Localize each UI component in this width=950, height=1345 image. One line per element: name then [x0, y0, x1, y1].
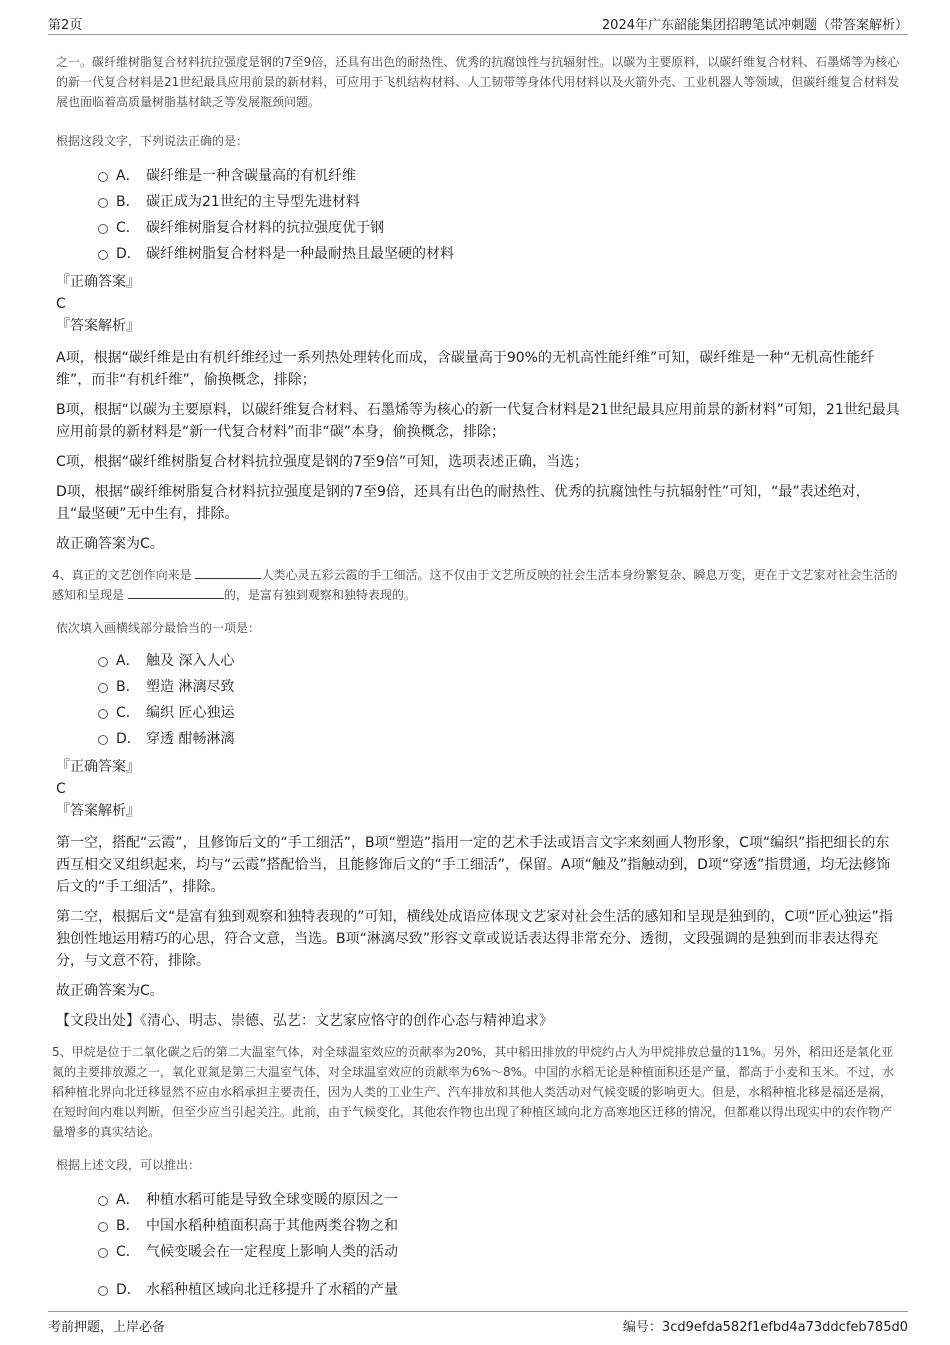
option-text: 气候变暖会在一定程度上影响人类的活动	[146, 1244, 398, 1260]
option-text: 碳纤维树脂复合材料是一种最耐热且最坚硬的材料	[146, 246, 454, 262]
q3-analysis-d: D项，根据“碳纤维树脂复合材料抗拉强度是钢的7至9倍，还具有出色的耐热性、优秀的抗腐蚀性与抗辐射性”可知，“最”表述绝对，且“最坚硬”无中生有，排除。	[56, 484, 870, 522]
option-text: 中国水稻种植面积高于其他两类谷物之和	[146, 1218, 398, 1234]
q3-analysis-heading: 『答案解析』	[56, 318, 140, 334]
option-label: A．	[116, 1192, 140, 1208]
q4-answer-heading: 『正确答案』	[56, 759, 140, 775]
radio-icon[interactable]	[98, 172, 108, 182]
q4-stem-part: 4、真正的文艺创作向来是	[52, 568, 192, 582]
q3-analysis-c: C项，根据“碳纤维树脂复合材料抗拉强度是钢的7至9倍”可知，选项表述正确，当选；	[56, 454, 589, 470]
document-code: 编号：3cd9efda582f1efbd4a73ddcfeb785d0	[622, 1320, 908, 1335]
q3-passage: 之一。碳纤维树脂复合材料抗拉强度是钢的7至9倍，还具有出色的耐热性、优秀的抗腐蚀性与抗辐射性。以碳为主要原料，以碳纤维复合材料、石墨烯等为核心的新一代复合材料是21世纪最具应用前景的新材料，可应用于飞机结构材料、人工韧带等身体代用材料以及火箭外壳、工业机器人等领域，但碳纤维复合材料发展也面临着高质量树脂基材缺乏等发展瓶颈问题。	[56, 55, 900, 109]
option-label: B．	[116, 1218, 140, 1234]
option-label: D．	[116, 246, 141, 262]
q3-answer: C	[56, 296, 66, 312]
option-label: D．	[116, 731, 141, 747]
option-label: A．	[116, 653, 140, 669]
q4-source: 【文段出处】《清心、明志、崇德、弘艺：文艺家应恪守的创作心态与精神追求》	[56, 1013, 553, 1029]
option-label: D．	[116, 1282, 141, 1298]
option-label: C．	[116, 1244, 140, 1260]
option-label: C．	[116, 705, 140, 721]
radio-icon[interactable]	[98, 683, 108, 693]
q4-analysis-2: 第二空，根据后文“是富有独到观察和独特表现的”可知，横线处成语应体现文艺家对社会生活的感知和呈现是独到的，C项“匠心独运”指独创性地运用精巧的心思，符合文意，当选。B项“淋漓尽致”形容文章或说话表达得非常充分、透彻，文段强调的是独到而非表达得充分，与文意不符，排除。	[56, 909, 893, 969]
q3-analysis-a: A项，根据“碳纤维是由有机纤维经过一系列热处理转化而成，含碳量高于90%的无机高性能纤维”可知，碳纤维是一种“无机高性能纤维”，而非“有机纤维”，偷换概念，排除；	[56, 350, 875, 388]
q4-stem-part: 人类心灵五彩云霞的手工细活。这不仅由于文艺所反映的社会生活本身纷繁复杂、瞬息万变，更在于文艺家对社会生活的感知和呈现是	[52, 568, 898, 602]
q3-option-a[interactable]	[56, 163, 900, 189]
page-number: 第2页	[48, 18, 83, 33]
option-text: 穿透 酣畅淋漓	[146, 731, 235, 747]
q4-stem-part: 的，是富有独到观察和独特表现的。	[223, 588, 416, 602]
radio-icon[interactable]	[98, 735, 108, 745]
q4-answer: C	[56, 781, 66, 797]
q4-stem	[52, 565, 900, 605]
option-text: 水稻种植区域向北迁移提升了水稻的产量	[146, 1282, 398, 1298]
radio-icon[interactable]	[98, 198, 108, 208]
q4-option-a[interactable]	[56, 648, 900, 674]
option-text: 碳正成为21世纪的主导型先进材料	[146, 194, 360, 210]
q3-prompt: 根据这段文字，下列说法正确的是：	[56, 134, 249, 148]
radio-icon[interactable]	[98, 709, 108, 719]
q4-analysis-heading: 『答案解析』	[56, 803, 140, 819]
fill-blank-1	[195, 578, 261, 579]
document-title: 2024年广东韶能集团招聘笔试冲刺题（带答案解析）	[601, 18, 908, 33]
q5-option-a[interactable]	[56, 1187, 900, 1213]
q3-conclusion: 故正确答案为C。	[56, 536, 164, 552]
q4-option-b[interactable]	[56, 674, 900, 700]
q5-options	[56, 1187, 900, 1303]
page-header	[48, 12, 908, 35]
q3-answer-heading: 『正确答案』	[56, 274, 140, 290]
q5-option-b[interactable]	[56, 1213, 900, 1239]
radio-icon[interactable]	[98, 1222, 108, 1232]
option-text: 触及 深入人心	[146, 653, 235, 669]
page-content	[52, 36, 900, 1303]
radio-icon[interactable]	[98, 224, 108, 234]
option-label: C．	[116, 220, 140, 236]
option-text: 碳纤维树脂复合材料的抗拉强度优于钢	[146, 220, 384, 236]
option-label: A．	[116, 168, 140, 184]
q5-stem: 5、甲烷是位于二氧化碳之后的第二大温室气体，对全球温室效应的贡献率为20%，其中稻田排放的甲烷约占人为甲烷排放总量的11%。另外，稻田还是氧化亚氮的主要排放源之一，氧化亚氮是第三大温室气体，对全球温室效应的贡献率为6%～8%。中国的水稻无论是种植面积还是产量，都高于小麦和玉米。不过，水稻种植北界向北迁移显然不应由水稻承担主要责任，因为人类的工业生产、汽车排放和其他人类活动对气候变暖的影响更大。但是，水稻种植北移是福还是祸，在短时间内难以判断，但至少应当引起关注。此前，由于气候变化，其他农作物也出现了种植区域向北方高寒地区迁移的情况，但都难以得出现实中的农作物产量增多的真实结论。	[52, 1045, 895, 1139]
option-text: 碳纤维是一种含碳量高的有机纤维	[146, 168, 356, 184]
q5-option-d[interactable]	[56, 1277, 900, 1303]
option-label: B．	[116, 679, 140, 695]
footer-slogan: 考前押题，上岸必备	[48, 1320, 166, 1335]
q4-options	[56, 648, 900, 752]
page-footer	[48, 1311, 908, 1334]
fill-blank-2	[128, 598, 224, 599]
option-text: 编织 匠心独运	[146, 705, 235, 721]
q3-option-d[interactable]	[56, 241, 900, 267]
q3-option-b[interactable]	[56, 189, 900, 215]
radio-icon[interactable]	[98, 250, 108, 260]
q4-conclusion: 故正确答案为C。	[56, 983, 164, 999]
q4-option-d[interactable]	[56, 726, 900, 752]
option-text: 种植水稻可能是导致全球变暖的原因之一	[146, 1192, 398, 1208]
radio-icon[interactable]	[98, 1248, 108, 1258]
q4-analysis-1: 第一空，搭配“云霞”，且修饰后文的“手工细活”，B项“塑造”指用一定的艺术手法或语言文字来刻画人物形象，C项“编织”指把细长的东西互相交叉组织起来，均与“云霞”搭配恰当，且能修饰后文的“手工细活”，保留。A项“触及”指触动到，D项“穿透”指贯通，均无法修饰后文的“手工细活”，排除。	[56, 835, 891, 895]
q3-options	[56, 163, 900, 267]
radio-icon[interactable]	[98, 1286, 108, 1296]
q5-prompt: 根据上述文段，可以推出：	[56, 1158, 201, 1172]
q3-analysis-b: B项，根据“以碳为主要原料，以碳纤维复合材料、石墨烯等为核心的新一代复合材料是21世纪最具应用前景的新材料”可知，21世纪最具应用前景的新材料是“新一代复合材料”而非“碳”本身，偷换概念，排除；	[56, 402, 900, 440]
radio-icon[interactable]	[98, 1196, 108, 1206]
option-text: 塑造 淋漓尽致	[146, 679, 235, 695]
radio-icon[interactable]	[98, 657, 108, 667]
q3-option-c[interactable]	[56, 215, 900, 241]
q4-option-c[interactable]	[56, 700, 900, 726]
q4-prompt: 依次填入画横线部分最恰当的一项是：	[56, 621, 261, 635]
option-label: B．	[116, 194, 140, 210]
q5-option-c[interactable]	[56, 1239, 900, 1265]
